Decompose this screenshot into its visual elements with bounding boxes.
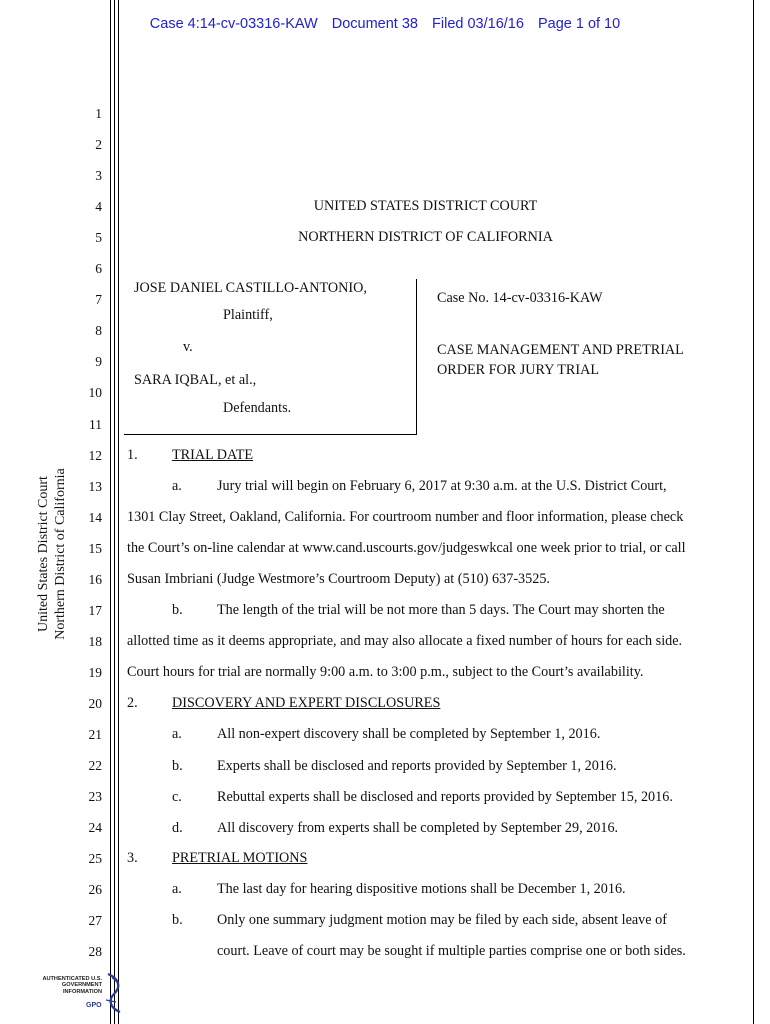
body-text: Susan Imbriani (Judge Westmore’s Courtroom Deputy) at (510) 637-3525. [127,571,550,587]
item-label: b. [172,912,183,928]
body-text: Court hours for trial are normally 9:00 a.m. to 3:00 p.m., subject to the Court’s availability. [127,664,644,680]
line-number: 26 [88,882,102,898]
case-number: Case No. 14-cv-03316-KAW [437,290,603,306]
body-text: Rebuttal experts shall be disclosed and reports provided by September 15, 2016. [217,789,673,805]
filed-date-header: Filed 03/16/16 [432,16,524,32]
line-number: 24 [88,820,102,836]
line-number: 3 [95,168,102,184]
body-text: The last day for hearing dispositive motions shall be December 1, 2016. [217,881,626,897]
caption-divider [416,279,417,434]
line-number: 11 [89,416,102,432]
body-text: allotted time as it deems appropriate, and may also allocate a fixed number of hours for each side. [127,633,683,649]
plaintiff-role: Plaintiff, [223,307,273,323]
line-number: 6 [95,261,102,277]
item-label: a. [172,478,182,494]
section-number: 3. [127,850,138,866]
line-number: 7 [95,292,102,308]
court-name: UNITED STATES DISTRICT COURT [313,198,538,214]
margin-label-district: Northern District of California [53,468,68,640]
gpo-seal [40,972,132,1016]
gpo-seal-mark: GPO [86,1002,102,1009]
defendant-role: Defendants. [223,400,292,416]
line-number: 5 [95,230,102,246]
margin-rule [118,0,119,1024]
line-number: 16 [88,571,102,587]
section-heading-trial-date: TRIAL DATE [172,447,254,463]
body-text: The length of the trial will be not more than 5 days. The Court may shorten the [217,602,665,618]
body-text: 1301 Clay Street, Oakland, California. For courtroom number and floor information, please check [127,509,684,525]
page-indicator: Page 1 of 10 [537,16,621,32]
line-number: 18 [88,633,102,649]
order-title-line1: CASE MANAGEMENT AND PRETRIAL [437,342,684,358]
margin-rule [114,0,115,1024]
line-number: 28 [88,944,102,960]
item-label: b. [172,602,183,618]
line-number: 10 [88,385,102,401]
body-text: court. Leave of court may be sought if multiple parties comprise one or both sides. [217,943,686,959]
line-number: 21 [88,727,102,742]
document-header [0,16,770,32]
line-number: 23 [88,789,102,805]
body-text: All non-expert discovery shall be completed by September 1, 2016. [217,726,601,742]
section-number: 1. [127,447,138,463]
body-text: All discovery from experts shall be completed by September 29, 2016. [217,820,619,836]
section-heading-pretrial-motions: PRETRIAL MOTIONS [172,850,308,866]
line-number: 22 [88,758,102,774]
body-text: the Court’s on-line calendar at www.cand.uscourts.gov/judgeswkcal one week prior to trial, or call [127,540,686,556]
plaintiff-name: JOSE DANIEL CASTILLO-ANTONIO, [134,280,367,296]
line-number: 4 [95,199,102,215]
line-number: 15 [88,540,102,556]
case-number-header: Case 4:14-cv-03316-KAW [149,16,318,32]
body-text: Only one summary judgment motion may be filed by each side, absent leave of [217,912,667,928]
item-label: d. [172,820,183,836]
line-number: 20 [88,695,102,711]
margin-label-court: United States District Court [36,476,51,632]
item-label: a. [172,726,182,742]
versus: v. [183,339,193,355]
line-number: 13 [88,478,102,494]
order-title-line2: ORDER FOR JURY TRIAL [437,362,599,378]
item-label: a. [172,881,182,897]
body-text: Jury trial will begin on February 6, 2017 at 9:30 a.m. at the U.S. District Court, [217,478,667,494]
item-label: b. [172,758,183,774]
line-number: 8 [95,323,102,339]
court-district: NORTHERN DISTRICT OF CALIFORNIA [298,229,553,245]
margin-rule [110,0,111,1024]
body-text: Experts shall be disclosed and reports provided by September 1, 2016. [217,758,617,774]
line-number: 1 [95,106,102,121]
gpo-seal-text: AUTHENTICATED U.S. GOVERNMENT INFORMATION [42,976,102,995]
defendant-name: SARA IQBAL, et al., [134,372,257,388]
right-margin-rule [753,0,754,1024]
line-number: 25 [88,851,102,867]
eagle-icon [102,972,128,1016]
document-number-header: Document 38 [331,16,418,32]
line-number: 9 [95,354,102,370]
line-number: 27 [88,913,102,929]
line-number: 12 [88,447,102,463]
line-number: 17 [88,602,102,618]
item-label: c. [172,789,182,805]
caption-bottom-rule [124,434,417,435]
line-number: 2 [95,137,102,153]
line-number: 14 [88,509,102,525]
section-number: 2. [127,695,138,711]
section-heading-discovery: DISCOVERY AND EXPERT DISCLOSURES [172,695,441,711]
line-number: 19 [88,664,102,680]
